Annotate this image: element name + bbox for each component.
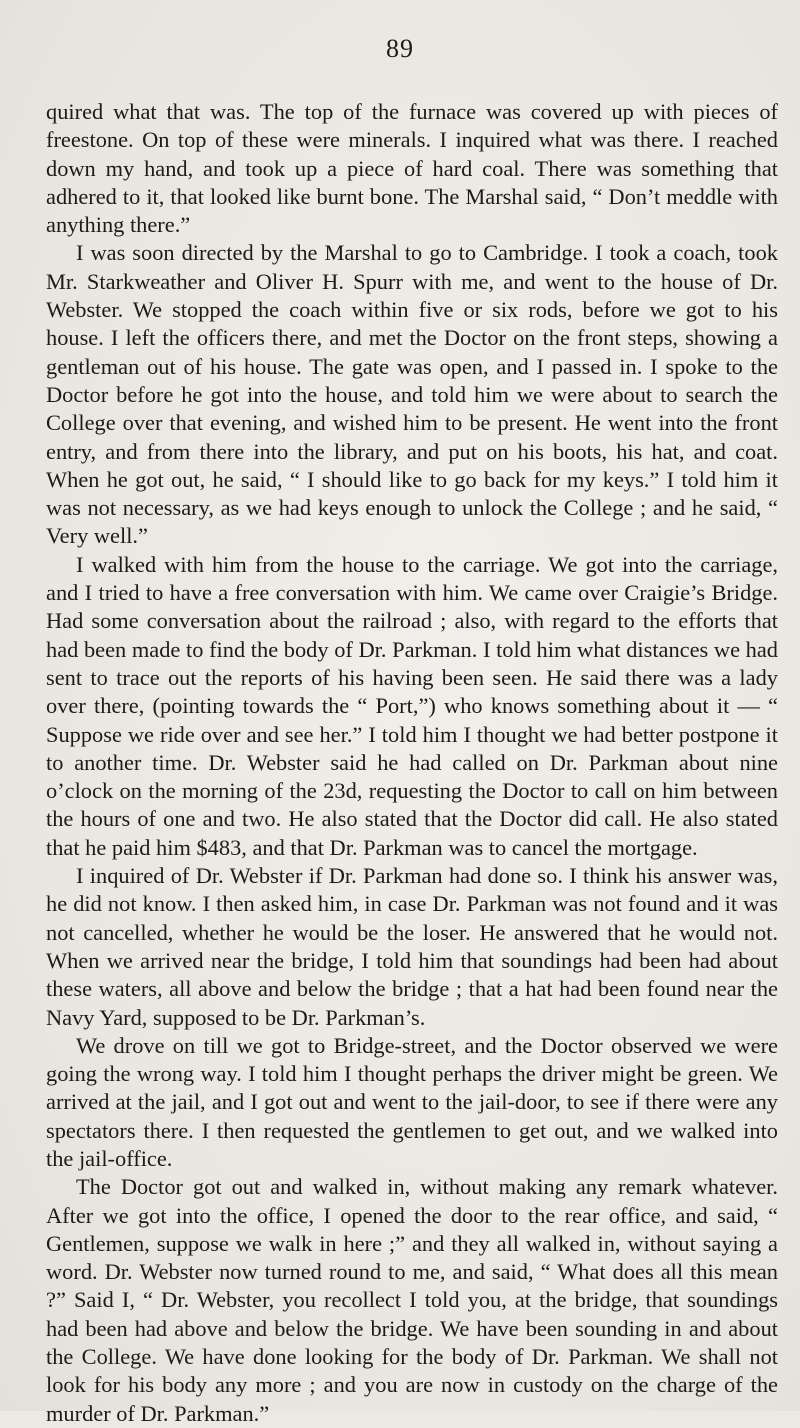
paragraph-4: I inquired of Dr. Webster if Dr. Parkman had done so. I think his answer was, he did not know. I then asked him, in case Dr. Parkman was not found and it was not cancelled, whether he would be the loser. He answered that he would not. When we arrived near the bridge, I told him that soundings had been had about these waters, all above and below the bridge ; that a hat had been found near the Navy Yard, supposed to be Dr. Parkman’s. [46, 863, 778, 1030]
body-text [46, 98, 778, 1428]
paragraph-1: quired what that was. The top of the furnace was covered up with pieces of freestone. On top of these were minerals. I inquired what was there. I reached down my hand, and took up a piece of hard coal. There was something that adhered to it, that looked like burnt bone. The Marshal said, “ Don’t meddle with anything there.” [46, 99, 778, 238]
paragraph-3: I walked with him from the house to the carriage. We got into the carriage, and I tried to have a free conversation with him. We came over Craigie’s Bridge. Had some conversation about the railroad ; also, with regard to the efforts that had been made to find the body of Dr. Parkman. I told him what distances we had sent to trace out the reports of his having been seen. He said there was a lady over there, (pointing towards the “ Port,”) who knows something about it — “ Suppose we ride over and see her.” I told him I thought we had better postpone it to another time. Dr. Webster said he had called on Dr. Parkman about nine o’clock on the morning of the 23d, requesting the Doctor to call on him between the hours of one and two. He also stated that the Doctor did call. He also stated that he paid him $483, and that Dr. Parkman was to cancel the mortgage. [46, 551, 778, 860]
page-number: 89 [386, 34, 414, 63]
paragraph-5: We drove on till we got to Bridge-street, and the Doctor observed we were going the wrong way. I told him I thought perhaps the driver might be green. We arrived at the jail, and I got out and went to the jail-door, to see if there were any spectators there. I then requested the gentlemen to get out, and we walked into the jail-office. [46, 1032, 778, 1171]
paragraph-6: The Doctor got out and walked in, without making any remark whatever. After we got into the office, I opened the door to the rear office, and said, “ Gentlemen, suppose we walk in here ;” and they all walked in, without saying a word. Dr. Webster now turned round to me, and said, “ What does all this mean ?” Said I, “ Dr. Webster, you recollect I told you, at the bridge, that soundings had been had above and below the bridge. We have been sounding in and about the College. We have done looking for the body of Dr. Parkman. We shall not look for his body any more ; and you are now in custody on the charge of the murder of Dr. Parkman.” [46, 1174, 778, 1426]
paragraph-2: I was soon directed by the Marshal to go to Cambridge. I took a coach, took Mr. Starkweather and Oliver H. Spurr with me, and went to the house of Dr. Webster. We stopped the coach within five or six rods, before we got to his house. I left the officers there, and met the Doctor on the front steps, showing a gentleman out of his house. The gate was open, and I passed in. I spoke to the Doctor before he got into the house, and told him we were about to search the College over that evening, and wished him to be present. He went into the front entry, and from there into the library, and put on his boots, his hat, and coat. When he got out, he said, “ I should like to go back for my keys.” I told him it was not necessary, as we had keys enough to unlock the College ; and he said, “ Very well.” [46, 240, 778, 549]
